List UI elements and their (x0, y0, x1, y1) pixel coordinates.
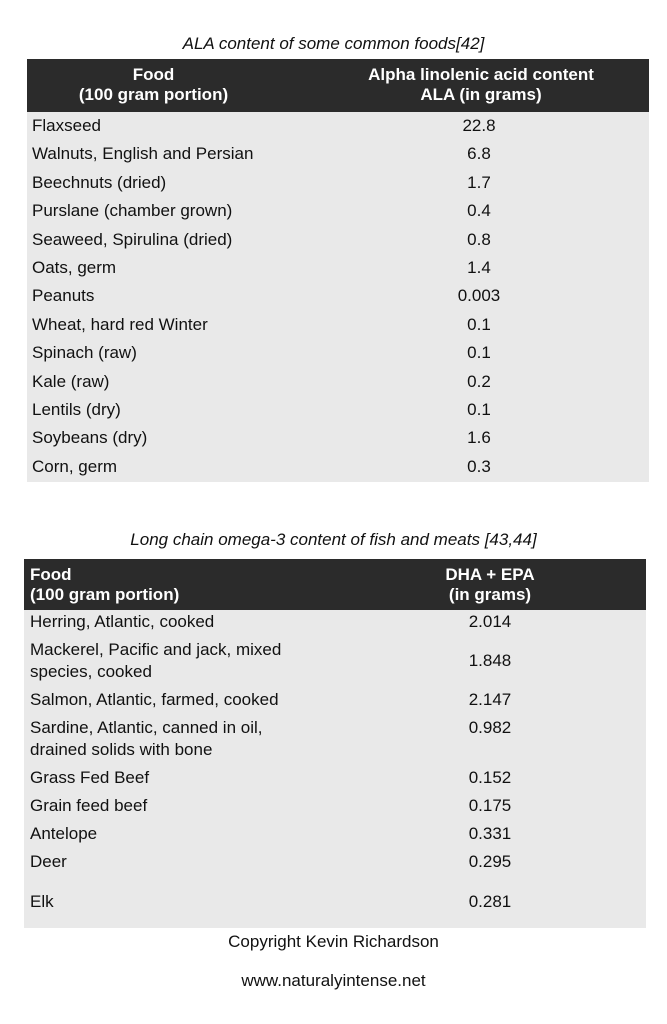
omega3-food-name (30, 689, 279, 711)
omega3-header-value-line1: DHA + EPA (445, 565, 535, 584)
omega3-food-name-line2: drained solids with bone (30, 740, 213, 759)
omega3-header-food-line2: (100 gram portion) (30, 585, 180, 604)
ala-value: 0.3 (467, 456, 491, 476)
ala-food-name: Peanuts (32, 286, 95, 306)
ala-table-row (27, 229, 649, 253)
omega3-value: 0.175 (468, 796, 512, 815)
omega3-value: 2.014 (468, 612, 512, 631)
omega3-food-name-line1: Herring, Atlantic, cooked (30, 612, 215, 631)
omega3-value: 2.147 (468, 690, 512, 709)
omega3-table-row (24, 795, 646, 819)
omega3-food-name-line1: Grass Fed Beef (30, 768, 150, 787)
ala-table-row (27, 314, 649, 338)
omega3-table-row (24, 767, 646, 791)
omega3-food-name-line1: Deer (30, 852, 67, 871)
omega3-table-caption: Long chain omega-3 content of fish and meats [43,44] (130, 530, 537, 549)
ala-table-row (27, 143, 649, 167)
omega3-food-name (30, 717, 262, 761)
ala-food-name: Lentils (dry) (32, 400, 121, 419)
ala-header-food (27, 65, 280, 105)
ala-table-row (27, 342, 649, 366)
ala-table-row (27, 200, 649, 224)
ala-food-name: Flaxseed (32, 116, 101, 135)
ala-food-name: Soybeans (dry) (32, 428, 148, 448)
omega3-header-value (410, 565, 570, 605)
ala-food-name: Kale (raw) (32, 371, 110, 391)
omega3-food-name (30, 823, 97, 845)
omega3-food-name (30, 767, 149, 789)
ala-value: 0.8 (467, 229, 491, 249)
omega3-food-name-line1: Grain feed beef (30, 796, 148, 815)
ala-value: 1.7 (467, 172, 491, 192)
ala-food-name: Corn, germ (32, 456, 118, 476)
omega3-table (24, 559, 646, 928)
ala-table-row (27, 371, 649, 395)
ala-value: 0.2 (467, 371, 491, 391)
ala-header-food-line1: Food (132, 65, 175, 84)
omega3-food-name-line1: Sardine, Atlantic, canned in oil, (30, 718, 263, 737)
ala-table-row (27, 456, 649, 480)
omega3-food-name-line1: Salmon, Atlantic, farmed, cooked (30, 690, 279, 709)
ala-table-row (27, 399, 649, 423)
omega3-food-name (30, 891, 54, 913)
ala-value: 0.1 (467, 400, 491, 419)
ala-table-header (27, 59, 649, 112)
omega3-value: 0.295 (468, 852, 512, 871)
ala-value: 22.8 (462, 116, 496, 135)
omega3-value: 0.152 (468, 768, 512, 787)
omega3-food-name (30, 639, 281, 683)
copyright-text: Copyright Kevin Richardson (228, 932, 439, 951)
ala-value: 1.6 (467, 428, 491, 448)
omega3-table-row (24, 639, 646, 685)
omega3-table-row (24, 851, 646, 875)
omega3-header-value-line2: (in grams) (448, 585, 532, 604)
omega3-food-name-line1: Mackerel, Pacific and jack, mixed (30, 640, 282, 659)
omega3-table-row (24, 891, 646, 915)
ala-value: 6.8 (467, 144, 491, 164)
ala-value: 1.4 (467, 258, 491, 277)
ala-food-name: Beechnuts (dried) (32, 172, 167, 192)
ala-table (27, 59, 649, 482)
ala-header-value-line1: Alpha linolenic acid content (368, 65, 594, 84)
omega3-food-name (30, 611, 214, 633)
ala-food-name: Spinach (raw) (32, 343, 137, 363)
ala-food-name: Wheat, hard red Winter (32, 314, 208, 334)
omega3-food-name-line2: species, cooked (30, 662, 152, 681)
ala-food-name: Walnuts, English and Persian (32, 144, 254, 164)
website-text: www.naturalyintense.net (241, 971, 426, 990)
ala-table-row (27, 285, 649, 309)
omega3-value: 1.848 (468, 651, 512, 670)
omega3-food-name (30, 795, 147, 817)
ala-food-name: Seaweed, Spirulina (dried) (32, 229, 233, 249)
ala-table-row (27, 115, 649, 139)
ala-table-caption: ALA content of some common foods[42] (182, 34, 485, 53)
omega3-table-row (24, 823, 646, 847)
omega3-header-food-line1: Food (30, 565, 72, 584)
ala-food-name: Oats, germ (32, 258, 117, 277)
ala-value: 0.1 (467, 343, 491, 363)
omega3-food-name (30, 851, 67, 873)
omega3-table-row (24, 611, 646, 635)
omega3-food-name-line1: Antelope (30, 824, 98, 843)
ala-header-value-line2: ALA (in grams) (420, 85, 542, 104)
omega3-food-name-line1: Elk (30, 892, 54, 911)
omega3-table-row (24, 689, 646, 713)
ala-header-food-line2: (100 gram portion) (78, 85, 229, 104)
omega3-value: 0.982 (468, 718, 512, 737)
ala-food-name: Purslane (chamber grown) (32, 201, 233, 221)
ala-header-value (325, 65, 637, 105)
ala-table-row (27, 172, 649, 196)
ala-value: 0.003 (457, 286, 501, 306)
ala-table-row (27, 427, 649, 451)
ala-table-row (27, 257, 649, 281)
omega3-value: 0.331 (468, 824, 512, 843)
ala-value: 0.1 (467, 314, 491, 334)
ala-value: 0.4 (467, 201, 491, 221)
omega3-table-row (24, 717, 646, 763)
omega3-value: 0.281 (468, 892, 512, 911)
omega3-header-food (30, 565, 179, 605)
omega3-table-header (24, 559, 646, 610)
